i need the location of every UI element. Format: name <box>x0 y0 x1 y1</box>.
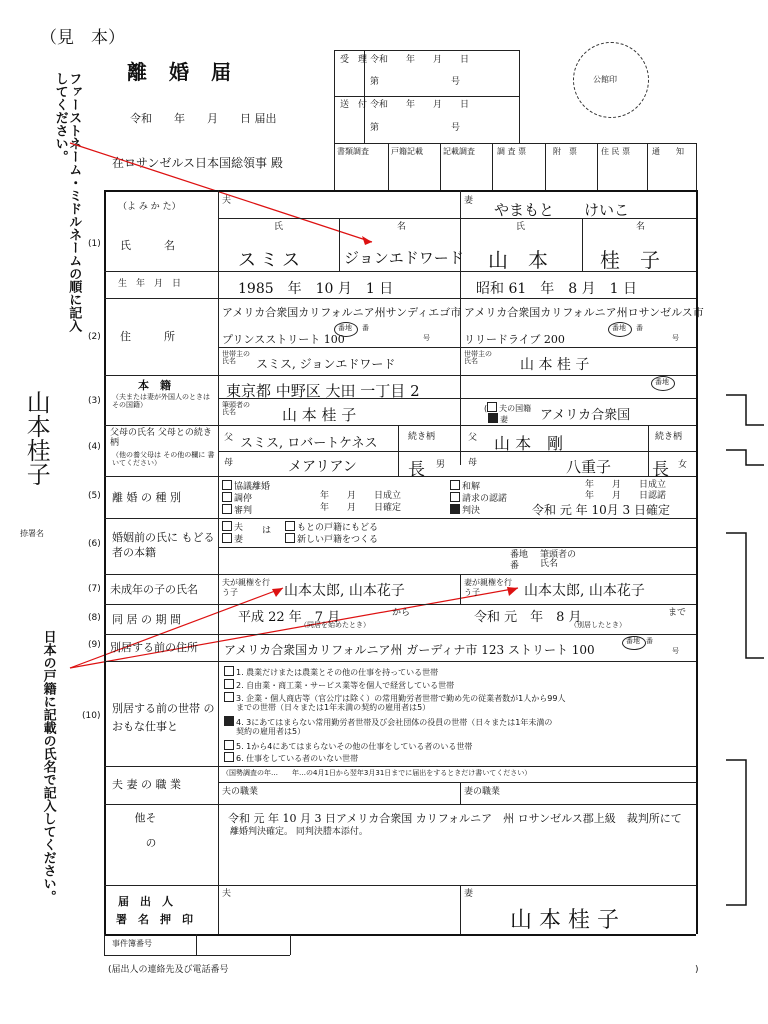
wife-custody-label: 妻が親権を行う子 <box>464 578 512 597</box>
husband-header: 夫 <box>222 196 232 206</box>
wife-signature: 山 本 桂 子 <box>510 908 619 933</box>
husband-custody-children: 山本太郎, 山本花子 <box>284 583 405 599</box>
wakai-date: 年 月 日成立 <box>585 480 667 490</box>
notifier-label: 届 出 人 <box>118 895 173 908</box>
wife-ban: 番 <box>636 324 643 332</box>
prior-address: アメリカ合衆国カリフォルニア州 ガーディナ市 123 ストリート 100 <box>224 643 595 657</box>
return-husband-checkbox[interactable] <box>222 521 232 531</box>
nationality-value: アメリカ合衆国 <box>540 408 631 423</box>
sent-date: 令和 年 月 日 <box>370 100 470 110</box>
judgment-date: 令和 元 年 10月 3 日確定 <box>532 503 670 517</box>
husband-householder: スミス, ジョンエドワード <box>256 357 396 371</box>
form-table-left <box>104 190 106 934</box>
household-option-5-checkbox[interactable] <box>224 740 234 750</box>
return-ha: は <box>262 526 272 536</box>
contact-close: ) <box>695 965 699 975</box>
nindaku-date: 年 月 日認諾 <box>585 491 667 501</box>
shinpan-label: 審判 <box>234 506 253 516</box>
cohabitation-start: 平成 22 年 7 月 <box>238 610 341 625</box>
hanketsu-checkbox[interactable] <box>450 504 460 514</box>
received-number: 第 号 <box>370 77 461 87</box>
address-label: 住 所 <box>120 330 175 343</box>
husband-gou: 号 <box>423 334 430 342</box>
husband-father-label: 父 <box>224 433 234 443</box>
wife-father-label: 父 <box>468 433 478 443</box>
household-option-3-cont: までの世帯（日々または1年未満の契約の雇用者は5） <box>236 703 431 712</box>
form-table-top <box>104 190 696 192</box>
other-line2: 離婚判決確定。 同判決謄本添付。 <box>230 827 368 837</box>
cohabitation-end-note: （別居したとき） <box>570 621 626 629</box>
return-surname-label: 婚姻前の氏に もどる者の本籍 <box>112 531 215 560</box>
hittousha-value: 山 本 桂 子 <box>282 406 357 424</box>
wife-mother: 八重子 <box>566 458 612 476</box>
household-option-6: 6. 仕事をしている者のいない世帯 <box>236 754 359 763</box>
nindaku-label: 請求の認諾 <box>462 494 508 504</box>
husband-nationality-checkbox[interactable] <box>487 402 497 412</box>
new-koseki-checkbox[interactable] <box>285 533 295 543</box>
cohabitation-end: 令和 元 年 8 月 <box>474 610 582 625</box>
cohabitation-label: 同 居 の 期 間 <box>112 613 181 626</box>
cohabitation-from: から <box>392 608 411 618</box>
wakai-label: 和解 <box>462 482 481 492</box>
sent-label: 送 付 <box>340 100 368 110</box>
contact-label: (届出人の連絡先及び電話番号 <box>108 965 229 975</box>
husband-mother: メアリアン <box>288 459 357 475</box>
husband-surname: スミス <box>238 250 304 271</box>
husband-birthdate: 1985 年 10 月 1 日 <box>238 281 394 297</box>
wife-given-name: 桂 子 <box>600 248 660 272</box>
wife-surname-head: 氏 <box>516 222 526 232</box>
name-label: 氏 名 <box>120 239 175 252</box>
prior-ban: 番 <box>646 637 653 645</box>
household-option-4-cont: 契約の雇用者は5） <box>236 727 306 736</box>
male-label: 男 <box>436 460 446 470</box>
received-date: 令和 年 月 日 <box>370 55 470 65</box>
row-number-10: (10) <box>82 711 101 721</box>
wife-address-line1: アメリカ合衆国カリフォルニア州ロサンゼルス市 <box>464 306 704 319</box>
hanketsu-label: 判決 <box>462 506 481 516</box>
row-number-2: (2) <box>88 332 101 342</box>
sample-label: （見 本） <box>40 28 125 48</box>
husband-mother-label: 母 <box>224 458 234 468</box>
received-label: 受 理 <box>340 55 368 65</box>
household-option-3-checkbox[interactable] <box>224 692 234 702</box>
wife-address-line2: リリードライブ 200 <box>464 333 565 346</box>
seal-label: 公館印 <box>593 75 617 84</box>
check-document: 書類調査 <box>337 147 369 156</box>
row-number-5: (5) <box>88 491 101 501</box>
form-table-bottom <box>104 934 696 936</box>
row-number-6: (6) <box>88 539 101 549</box>
honseki-value: 東京都 中野区 大田 一丁目 2 <box>226 382 420 400</box>
wife-nationality-checkbox[interactable] <box>488 413 498 423</box>
prior-address-label: 別居する前の住所 <box>110 641 198 654</box>
household-option-1-checkbox[interactable] <box>224 666 234 676</box>
husband-address-line1: アメリカ合衆国カリフォルニア州サンディエゴ市 <box>222 306 462 319</box>
husband-ban: 番 <box>362 324 369 332</box>
husband-father: スミス, ロバートケネス <box>240 436 378 451</box>
census-note: （国勢調査の年… 年…の4月1日から翌年3月31日までに届出をするときだけ書いてください） <box>222 769 532 777</box>
return-wife-label: 妻 <box>234 535 244 545</box>
addressee: 在ロサンゼルス日本国総領事 殿 <box>112 156 283 170</box>
chotei-label: 調停 <box>234 494 253 504</box>
husband-relation: 長 <box>408 460 425 480</box>
nindaku-checkbox[interactable] <box>450 492 460 502</box>
note-name-order: ファーストネーム・ミドルネームの順に記入してください。 <box>52 72 82 332</box>
household-option-1: 1. 農業だけまたは農業とその他の仕事を持っている世帯 <box>236 668 439 677</box>
honseki-sublabel: （夫または妻が外国人のときはその国籍） <box>112 393 210 410</box>
husband-address-line2: プリンスストリート 100 <box>222 333 345 346</box>
household-option-6-checkbox[interactable] <box>224 752 234 762</box>
row-number-4: (4) <box>88 442 101 452</box>
husband-householder-label: 世帯主の氏名 <box>222 350 250 365</box>
husband-relation-label: 続き柄 <box>408 432 436 442</box>
other-label: その他 <box>133 812 157 862</box>
husband-given-head: 名 <box>397 222 407 232</box>
wife-birthdate: 昭和 61 年 8 月 1 日 <box>476 281 637 297</box>
husband-banchi: 番地 <box>338 324 352 332</box>
wife-occupation-label: 妻の職業 <box>464 787 501 797</box>
handwritten-signature-left: 山本桂子 <box>22 390 51 486</box>
household-occupation-label: 別居する前の世帯 のおもな仕事と <box>112 702 215 733</box>
check-resident: 住 民 票 <box>601 147 631 156</box>
row-number-3: (3) <box>88 396 101 406</box>
wife-householder-label: 世帯主の氏名 <box>464 350 492 365</box>
occupation-label: 夫 妻 の 職 業 <box>112 778 181 791</box>
honseki-label: 本 籍 <box>138 379 171 392</box>
husband-signature-label: 夫 <box>222 889 232 899</box>
signature-seal-label: 署 名 押 印 <box>116 913 193 926</box>
prior-gou: 号 <box>672 647 679 655</box>
parents-label: 父母の氏名 父母との続き柄 <box>110 428 212 449</box>
honseki-banchi: 番地 <box>655 378 669 386</box>
yomikata-label: （よ み か た） <box>118 202 181 212</box>
check-notice: 通 知 <box>652 147 684 156</box>
husband-custody-label: 夫が親権を行う子 <box>222 578 270 597</box>
husband-nationality-label: 夫の国籍 <box>499 404 532 413</box>
check-koseki: 戸籍記載 <box>391 147 423 156</box>
other-line1: 令和 元 年 10 月 3 日アメリカ合衆国 カリフォルニア 州 ロサンゼルス郡上級 裁判所にて <box>228 812 682 825</box>
kyogi-checkbox[interactable] <box>222 480 232 490</box>
wife-mother-label: 母 <box>468 458 478 468</box>
wife-surname: 山 本 <box>488 248 548 272</box>
submission-date-line: 令和 年 月 日 届出 <box>130 112 277 125</box>
form-title: 離 婚 届 <box>127 60 232 84</box>
wife-custody-children: 山本太郎, 山本花子 <box>524 583 645 599</box>
wife-householder: 山 本 桂 子 <box>520 357 590 373</box>
note-koseki-name: 日本の戸籍に記載の氏名で記入してください。 <box>40 630 56 903</box>
husband-surname-head: 氏 <box>274 222 284 232</box>
cohabitation-until: まで <box>668 608 687 618</box>
hittousha-label: 筆頭者の氏名 <box>222 401 250 416</box>
household-option-4-checkbox[interactable] <box>224 716 234 726</box>
return-wife-checkbox[interactable] <box>222 533 232 543</box>
signature-caption: 捺署名 <box>20 529 44 538</box>
chotei-date: 年 月 日成立 <box>320 491 402 501</box>
wife-gou: 号 <box>672 334 679 342</box>
right-margin-brackets <box>696 0 768 1024</box>
household-option-3: 3. 企業・個人商店等（官公庁は除く）の常用勤労者世帯で勤め先の従業者数が1人から99人 <box>236 694 566 703</box>
wife-header: 妻 <box>464 196 474 206</box>
shinpan-checkbox[interactable] <box>222 504 232 514</box>
cohabitation-start-note: （同居を始めたとき） <box>300 621 370 629</box>
wife-relation-label: 続き柄 <box>655 432 683 442</box>
case-number-label: 事件簿番号 <box>112 939 152 948</box>
wife-given-head: 名 <box>636 222 646 232</box>
wife-nationality-label: 妻 <box>500 415 508 424</box>
kyogi-label: 協議離婚 <box>234 482 271 492</box>
return-husband-label: 夫 <box>234 523 244 533</box>
household-option-2-checkbox[interactable] <box>224 679 234 689</box>
husband-occupation-label: 夫の職業 <box>222 787 259 797</box>
divorce-type-label: 離 婚 の 種 別 <box>112 491 181 504</box>
original-koseki-label: もとの戸籍にもどる <box>297 523 379 533</box>
wakai-checkbox[interactable] <box>450 480 460 490</box>
chotei-checkbox[interactable] <box>222 492 232 502</box>
household-option-5: 5. 1から4にあてはまらないその他の仕事をしている者のいる世帯 <box>236 742 473 751</box>
prior-banchi: 番地 <box>626 637 640 645</box>
return-hittousha: 筆頭者の氏名 <box>540 550 577 569</box>
minor-children-label: 未成年の子の氏名 <box>110 583 198 596</box>
row-number-9: (9) <box>88 640 101 650</box>
check-record: 記載調査 <box>443 147 475 156</box>
shinpan-date: 年 月 日確定 <box>320 503 402 513</box>
wife-relation: 長 <box>652 460 669 480</box>
wife-banchi: 番地 <box>612 324 626 332</box>
parents-sublabel: （他の養父母は その他の欄に 書いてください） <box>112 451 215 468</box>
row-number-1: (1) <box>88 239 101 249</box>
household-option-4: 4. 3にあてはまらない常用勤労者世帯及び会社団体の役員の世帯（日々または1年未満の <box>236 718 553 727</box>
check-attached: 附 票 <box>553 147 577 156</box>
wife-name-reading: やまもと けいこ <box>494 201 630 219</box>
wife-signature-label: 妻 <box>464 889 474 899</box>
row-number-8: (8) <box>88 613 101 623</box>
birthdate-label: 生 年 月 日 <box>118 279 182 289</box>
return-banchi: 番地 <box>510 550 529 560</box>
return-ban: 番 <box>510 561 520 571</box>
husband-given-name: ジョンエドワード <box>344 249 464 267</box>
check-survey: 調 査 票 <box>497 147 527 156</box>
sent-number: 第 号 <box>370 123 461 133</box>
wife-father: 山 本 剛 <box>494 434 564 453</box>
female-label: 女 <box>678 460 688 470</box>
row-number-7: (7) <box>88 584 101 594</box>
original-koseki-checkbox[interactable] <box>285 521 295 531</box>
new-koseki-label: 新しい戸籍をつくる <box>297 535 379 545</box>
household-option-2: 2. 自由業・商工業・サービス業等を個人で経営している世帯 <box>236 681 455 690</box>
